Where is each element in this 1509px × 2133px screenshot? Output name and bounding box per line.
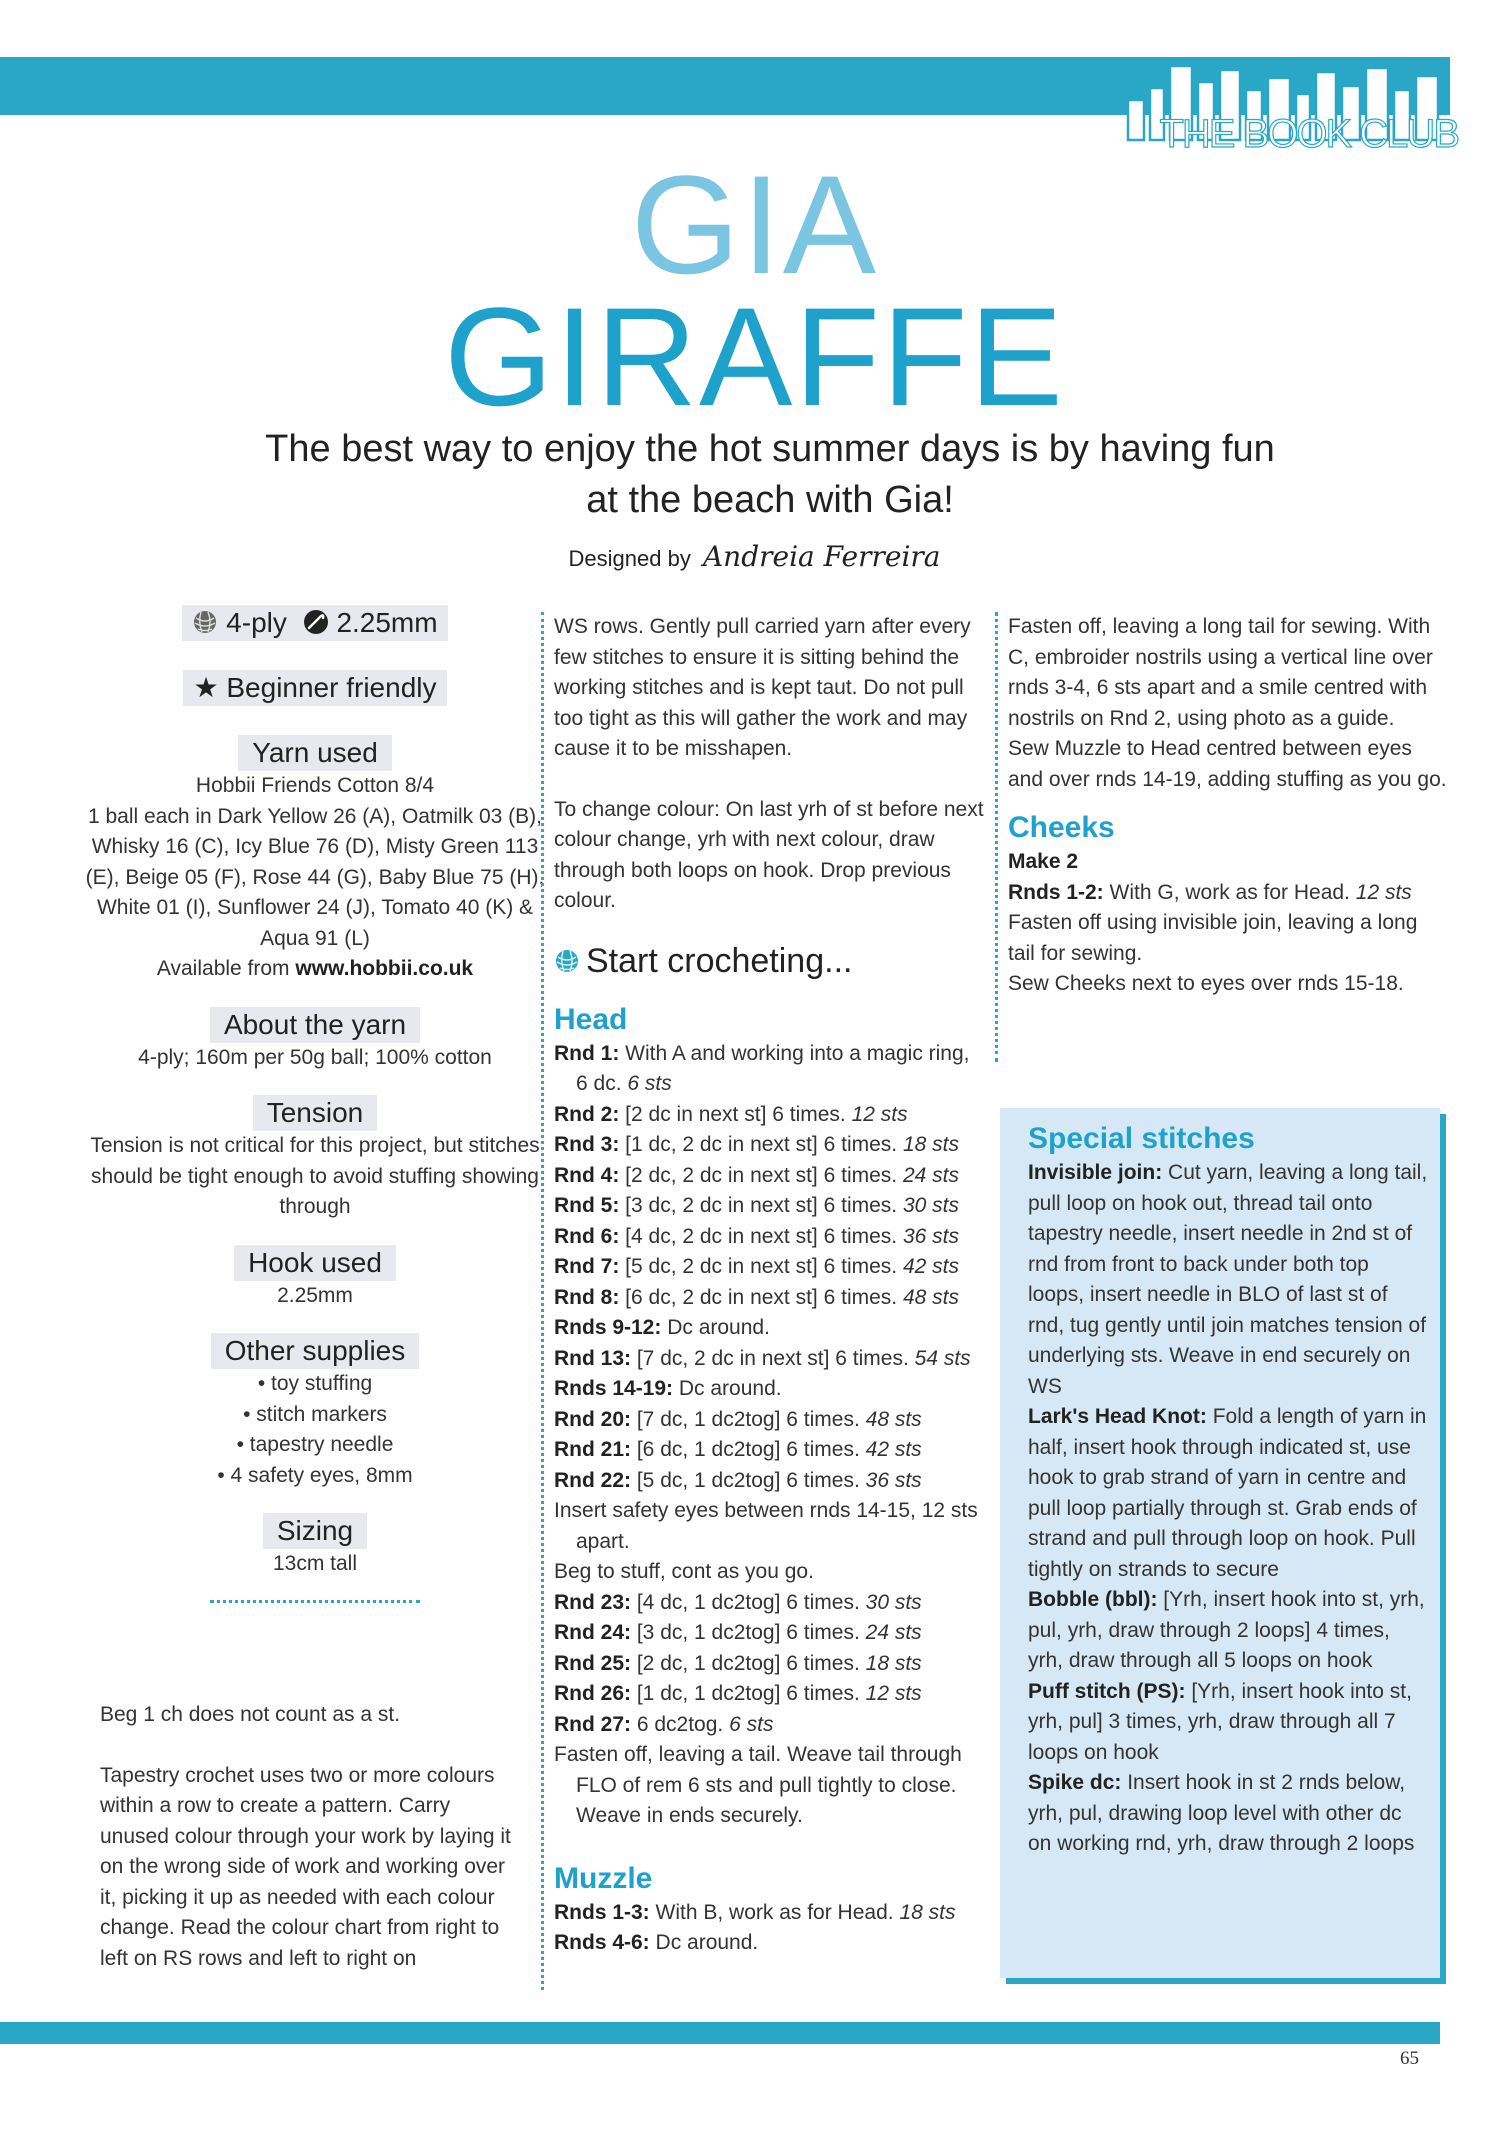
special-stitch-text: Cut yarn, leaving a long tail, pull loop on hook out, thread tail onto tapestry needle, insert needle in 2nd st of rnd from front to back under both top loops, insert needle in BLO of last st of rnd, tug gently until join matches tension of underlying sts. Weave in end securely on WS [1028, 1161, 1428, 1398]
special-stitch-item [1028, 1585, 1428, 1677]
dotted-divider [210, 1600, 420, 1603]
tapestry-note: Tapestry crochet uses two or more colours within a row to create a pattern. Carry unused colour through your work by laying it on the wrong side of work and working over it, picking it up as needed with each colour change. Read the colour chart from right to left on RS rows and left to right on [100, 1763, 511, 1970]
round-text: [1 dc, 2 dc in next st] 6 times. [619, 1133, 903, 1156]
round-label: Rnd 21: [554, 1438, 632, 1461]
round-line [554, 1710, 984, 1741]
round-text: [7 dc, 2 dc in next st] 6 times. [631, 1346, 915, 1370]
stitch-count: 36 sts [865, 1468, 922, 1492]
special-stitch-label: Bobble (bbl): [1028, 1588, 1158, 1611]
round-label: Rnd 4: [554, 1163, 620, 1187]
round-text: Fasten off, leaving a tail. Weave tail through FLO of rem 6 sts and pull tightly to close. Weave in ends securely. [554, 1743, 962, 1827]
change-colour-note: To change colour: On last yrh of st before next colour change, yrh with next colour, draw through both loops on hook. Drop previous colour. [554, 797, 984, 912]
round-label: Rnds 9-12: [554, 1316, 662, 1339]
cheeks-make-label: Make 2 [1008, 850, 1079, 873]
star-icon: ★ [193, 672, 219, 703]
column-divider [995, 612, 998, 1062]
special-stitches [1028, 1120, 1428, 1860]
stitch-count: 36 sts [902, 1224, 959, 1248]
round-line [554, 1161, 984, 1192]
special-stitches-heading: Special stitches [1028, 1122, 1255, 1155]
special-stitch-item [1028, 1768, 1428, 1860]
round-text: 6 dc2tog. [631, 1712, 730, 1736]
stitch-count: 18 sts [899, 1900, 956, 1924]
cheeks-make [1008, 847, 1448, 878]
round-text: [5 dc, 1 dc2tog] 6 times. [631, 1468, 866, 1492]
hook-used-block [80, 1245, 550, 1312]
cheeks-rounds [1008, 878, 1448, 909]
round-line [554, 1191, 984, 1222]
title-line-1: GIA [630, 146, 879, 303]
round-label: Rnds 14-19: [554, 1377, 674, 1400]
round-line [554, 1374, 984, 1405]
round-label: Rnd 6: [554, 1224, 620, 1248]
round-line [554, 1649, 984, 1680]
title-line-2: GIRAFFE [444, 278, 1065, 435]
round-text: [6 dc, 1 dc2tog] 6 times. [631, 1438, 866, 1461]
round-text: [4 dc, 2 dc in next st] 6 times. [619, 1224, 903, 1248]
hobbii-link[interactable]: www.hobbii.co.uk [295, 957, 474, 980]
round-label: Rnd 7: [554, 1255, 620, 1278]
stitch-count: 6 sts [627, 1072, 672, 1095]
round-text: [3 dc, 2 dc in next st] 6 times. [619, 1194, 903, 1217]
round-label: Rnds 1-3: [554, 1900, 650, 1924]
yarn-available [80, 954, 550, 985]
tension-heading: Tension [253, 1095, 378, 1131]
byline-prefix: Designed by [568, 546, 691, 571]
yarn-used-block [80, 735, 550, 985]
about-yarn-block [80, 1007, 550, 1074]
round-text: [6 dc, 2 dc in next st] 6 times. [619, 1285, 903, 1309]
special-stitch-item [1028, 1158, 1428, 1402]
round-text: Dc around. [673, 1377, 782, 1400]
stitch-count: 48 sts [865, 1407, 922, 1431]
other-supplies-heading: Other supplies [211, 1333, 420, 1369]
tension-block [80, 1095, 550, 1223]
pattern-column [554, 612, 984, 1959]
round-line [554, 1039, 984, 1100]
yarn-ball-icon [192, 609, 218, 635]
yarn-colours: 1 ball each in Dark Yellow 26 (A), Oatmilk 03 (B), Whisky 16 (C), Icy Blue 76 (D), Misty Green 113 (E), Beige 05 (F), Rose 44 (G), Baby Blue 75 (H), White 01 (I), Sunflower 24 (J), Tomato 40 (K) & Aqua 91 (L) [85, 804, 545, 950]
round-line [1008, 878, 1448, 909]
round-text: [1 dc, 1 dc2tog] 6 times. [631, 1682, 866, 1705]
special-stitch-text: Fold a length of yarn in half, insert hook through indicated st, use hook to grab strand of yarn in centre and pull loop partially through st. Grab ends of strand and pull through loop on hook. Pull tightly on strands to secure [1028, 1405, 1427, 1581]
special-stitch-text: [Yrh, insert hook into st, yrh, pul] 3 times, yrh, draw through all 7 loops on hook [1028, 1679, 1412, 1764]
cheeks-heading: Cheeks [1008, 811, 1115, 844]
stitch-count: 24 sts [902, 1163, 959, 1187]
yarn-used-heading: Yarn used [238, 735, 392, 771]
round-line [554, 1588, 984, 1619]
sizing-text: 13cm tall [272, 1552, 358, 1575]
hook-size: 2.25mm [336, 607, 438, 638]
round-text: Dc around. [661, 1316, 770, 1339]
round-label: Rnd 1: [554, 1041, 620, 1065]
round-line [554, 1898, 984, 1929]
special-stitch-item [1028, 1402, 1428, 1585]
round-text: [3 dc, 1 dc2tog] 6 times. [631, 1621, 866, 1644]
stitch-count: 54 sts [914, 1346, 971, 1370]
round-line [554, 1252, 984, 1283]
about-yarn-text: 4-ply; 160m per 50g ball; 100% cotton [138, 1045, 492, 1069]
book-club-badge [1120, 60, 1460, 158]
round-label: Rnd 26: [554, 1682, 632, 1705]
sizing-heading: Sizing [263, 1513, 367, 1549]
page-number: 65 [1400, 2048, 1419, 2069]
round-line [554, 1679, 984, 1710]
round-label: Rnd 2: [554, 1102, 620, 1126]
stitch-count: 42 sts [902, 1255, 959, 1278]
round-line [554, 1557, 984, 1588]
ws-rows-note: WS rows. Gently pull carried yarn after every few stitches to ensure it is sitting behind the working stitches and is kept taut. Do not pull too tight as this will gather the work and may cause it to be misshapen. [554, 615, 971, 760]
stitch-count: 42 sts [865, 1438, 922, 1461]
supply-item: • stitch markers [243, 1402, 387, 1426]
round-text: Dc around. [649, 1931, 759, 1954]
stitch-count: 12 sts [1355, 880, 1412, 904]
bottom-bar [0, 2022, 1440, 2044]
round-label: Rnd 5: [554, 1194, 620, 1217]
stitch-count: 6 sts [729, 1712, 774, 1736]
cheeks-fasten: Fasten off using invisible join, leaving a long tail for sewing. [1008, 911, 1418, 965]
club-title: THE BOOK CLUB [1159, 112, 1458, 156]
round-text: [4 dc, 1 dc2tog] 6 times. [631, 1590, 866, 1614]
round-line [554, 1928, 984, 1959]
round-text: [2 dc in next st] 6 times. [619, 1102, 852, 1126]
round-line [554, 1466, 984, 1497]
round-label: Rnd 24: [554, 1621, 632, 1644]
head-heading: Head [554, 1002, 628, 1036]
round-label: Rnds 4-6: [554, 1931, 650, 1954]
beg-ch-note: Beg 1 ch does not count as a st. [100, 1703, 401, 1726]
sizing-block [80, 1513, 550, 1603]
stitch-count: 18 sts [865, 1651, 922, 1675]
round-text: Beg to stuff, cont as you go. [554, 1560, 814, 1583]
muzzle-finish: Fasten off, leaving a long tail for sewing. With C, embroider nostrils using a vertical line over rnds 3-4, 6 sts apart and a smile centred with nostrils on Rnd 2, using photo as a guide. [1008, 615, 1433, 730]
special-stitch-list [1028, 1158, 1428, 1860]
round-label: Rnd 22: [554, 1468, 632, 1492]
subtitle: The best way to enjoy the hot summer days is by having fun at the beach with Gia! [265, 428, 1275, 521]
special-stitch-text: Insert hook in st 2 rnds below, yrh, pul, drawing loop level with other dc on working rnd, yrh, draw through 2 loops [1028, 1771, 1415, 1855]
round-label: Rnd 20: [554, 1407, 632, 1431]
notes-left [100, 1700, 520, 1974]
round-text: With A and working into a magic ring, 6 dc. [576, 1041, 970, 1095]
special-stitch-label: Spike dc: [1028, 1771, 1122, 1794]
supply-item: • toy stuffing [257, 1372, 373, 1395]
special-stitch-text: [Yrh, insert hook into st, yrh, pul, yrh, draw through 2 loops] 4 times, yrh, draw through all 5 loops on hook [1028, 1588, 1425, 1672]
tension-text: Tension is not critical for this project, but stitches should be tight enough to avoid stuffing showing through [90, 1134, 540, 1218]
round-label: Rnd 13: [554, 1346, 632, 1370]
hook-used-text: 2.25mm [277, 1283, 353, 1307]
stitch-count: 30 sts [902, 1194, 959, 1217]
cheeks-sew: Sew Cheeks next to eyes over rnds 15-18. [1008, 972, 1404, 995]
yarn-weight: 4-ply [226, 607, 287, 638]
hook-used-heading: Hook used [234, 1245, 396, 1281]
other-supplies-block [80, 1333, 550, 1491]
muzzle-rounds [554, 1898, 984, 1959]
round-label: Rnd 3: [554, 1133, 620, 1156]
right-column [1008, 612, 1448, 1000]
round-line [554, 1313, 984, 1344]
round-line [554, 1435, 984, 1466]
stitch-count: 18 sts [902, 1133, 959, 1156]
available-prefix: Available from [156, 957, 296, 980]
start-crocheting-heading [554, 939, 984, 983]
special-stitch-label: Invisible join: [1028, 1161, 1163, 1184]
round-line [554, 1740, 984, 1832]
stitch-count: 12 sts [865, 1682, 922, 1705]
stitch-count: 12 sts [851, 1102, 908, 1126]
round-label: Rnd 25: [554, 1651, 632, 1675]
stitch-count: 48 sts [902, 1285, 959, 1309]
stitch-count: 24 sts [865, 1621, 922, 1644]
designer-name: Andreia Ferreira [702, 540, 941, 573]
start-label: Start crocheting... [586, 941, 853, 980]
about-yarn-heading: About the yarn [210, 1007, 420, 1043]
head-rounds [554, 1039, 984, 1832]
round-line [554, 1100, 984, 1131]
round-text: [2 dc, 1 dc2tog] 6 times. [631, 1651, 866, 1675]
round-label: Rnd 23: [554, 1590, 632, 1614]
round-line [554, 1405, 984, 1436]
muzzle-heading: Muzzle [554, 1861, 653, 1895]
special-stitch-label: Lark's Head Knot: [1028, 1405, 1207, 1428]
round-line [554, 1344, 984, 1375]
level-chip [183, 670, 446, 706]
supply-item: • tapestry needle [236, 1433, 394, 1456]
round-text: [5 dc, 2 dc in next st] 6 times. [619, 1255, 903, 1278]
round-label: Rnd 27: [554, 1712, 632, 1736]
special-stitch-item [1028, 1677, 1428, 1769]
level-label: Beginner friendly [226, 672, 437, 703]
round-text: [2 dc, 2 dc in next st] 6 times. [619, 1163, 903, 1187]
stitch-count: 30 sts [865, 1590, 922, 1614]
yarn-weight-chip [182, 605, 447, 641]
round-text: Insert safety eyes between rnds 14-15, 12 sts apart. [554, 1499, 978, 1553]
round-label: Rnd 8: [554, 1285, 620, 1309]
byline [0, 540, 1509, 573]
round-line [554, 1222, 984, 1253]
yarn-brand: Hobbii Friends Cotton 8/4 [195, 774, 435, 797]
round-text: With G, work as for Head. [1103, 880, 1356, 904]
yarn-ball-icon [554, 948, 580, 974]
round-label: Rnds 1-2: [1008, 880, 1104, 904]
round-line [554, 1496, 984, 1557]
round-line [554, 1618, 984, 1649]
muzzle-sew: Sew Muzzle to Head centred between eyes and over rnds 14-19, adding stuffing as you go. [1008, 737, 1447, 791]
supply-item: • 4 safety eyes, 8mm [217, 1463, 413, 1487]
round-line [554, 1283, 984, 1314]
info-column [80, 605, 550, 1625]
round-text: With B, work as for Head. [649, 1900, 900, 1924]
hook-icon [303, 609, 329, 635]
column-divider [541, 612, 544, 1990]
special-stitch-label: Puff stitch (PS): [1028, 1679, 1186, 1703]
round-line [554, 1130, 984, 1161]
round-text: [7 dc, 1 dc2tog] 6 times. [631, 1407, 866, 1431]
